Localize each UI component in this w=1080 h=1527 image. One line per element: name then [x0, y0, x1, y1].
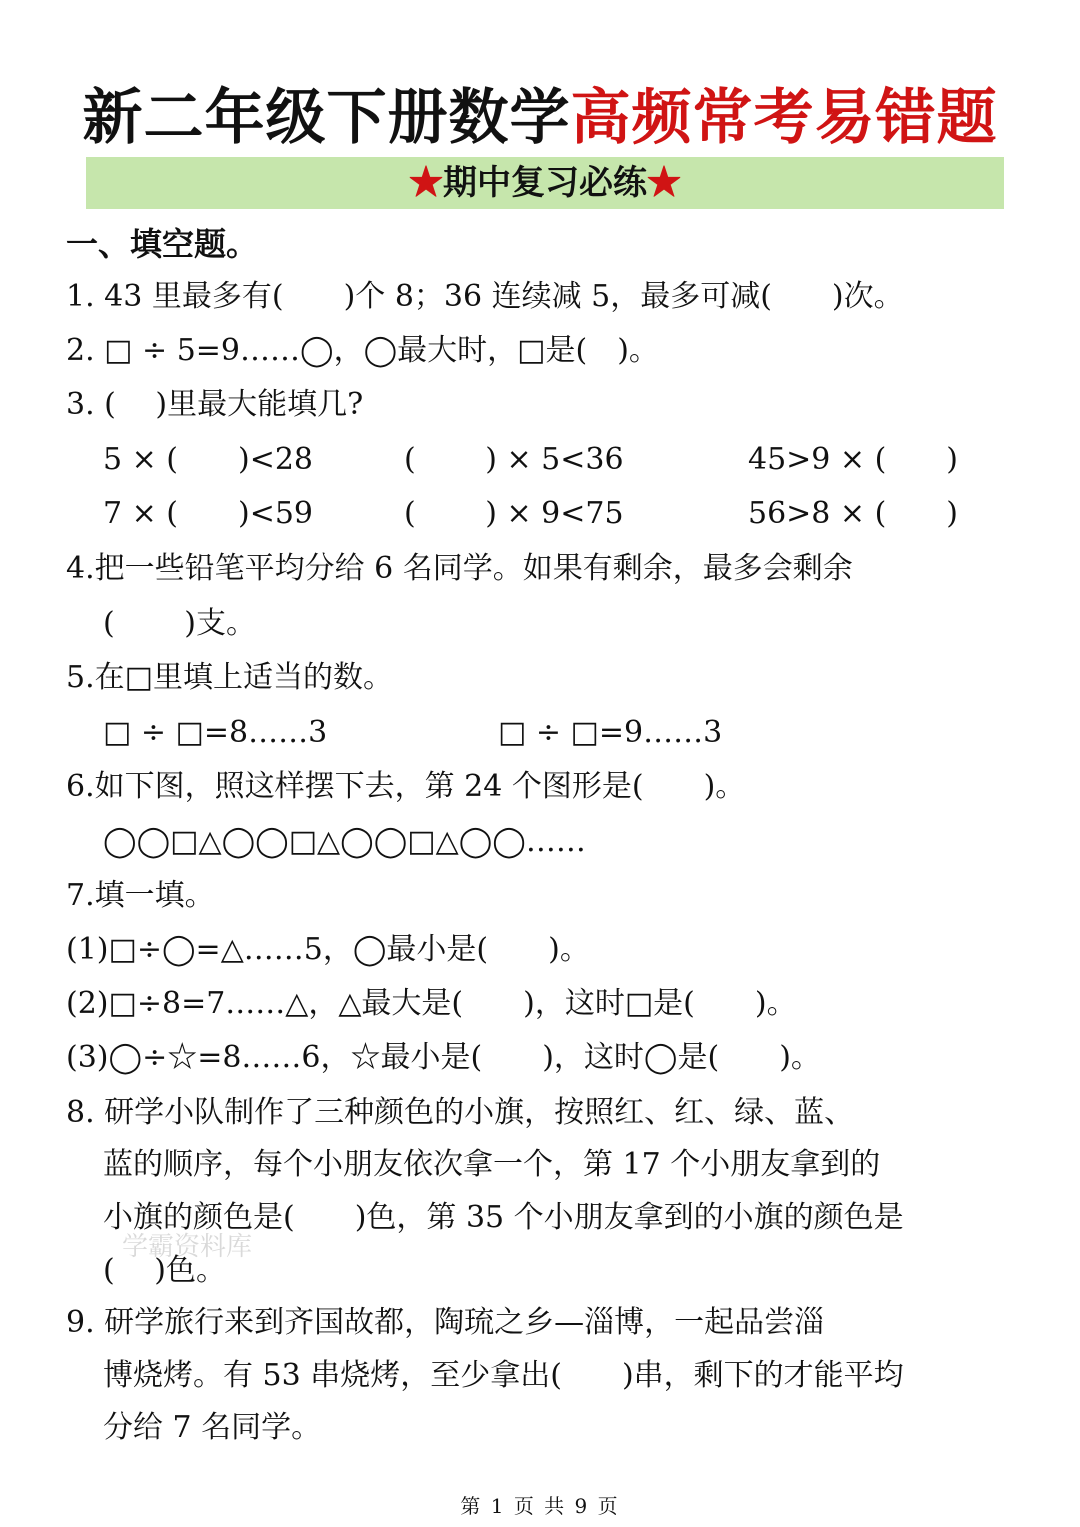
question-3-row1-a: 5 × ( )<28 — [103, 442, 314, 477]
section-heading: 一、填空题。 — [66, 225, 259, 263]
question-3-row2-c: 56>8 × ( ) — [748, 496, 959, 531]
question-9-line-3: 分给 7 名同学。 — [103, 1410, 322, 1445]
question-5-a: □ ÷ □=8……3 — [103, 715, 328, 750]
star-icon-right: ★ — [647, 163, 681, 203]
question-8-line-3: 小旗的颜色是( )色，第 35 个小朋友拿到的小旗的颜色是 — [103, 1200, 904, 1235]
question-3-title: 3. ( )里最大能填几? — [66, 387, 364, 422]
banner-text: 期中复习必练 — [443, 163, 647, 203]
title-black: 新二年级下册数学 — [82, 83, 571, 153]
question-3-row2-a: 7 × ( )<59 — [103, 496, 314, 531]
question-4-line-1: 4.把一些铅笔平均分给 6 名同学。如果有剩余，最多会剩余 — [66, 551, 853, 586]
question-7-2: (2)□÷8=7……△，△最大是( )，这时□是( )。 — [66, 986, 797, 1021]
subtitle-banner — [86, 157, 1004, 209]
page-title — [0, 70, 1080, 156]
question-5-b: □ ÷ □=9……3 — [498, 715, 723, 750]
question-9-line-1: 9. 研学旅行来到齐国故都，陶琉之乡—淄博，一起品尝淄 — [66, 1305, 825, 1340]
question-3-row2-b: ( ) × 9<75 — [404, 496, 624, 531]
title-red: 高频常考易错题 — [570, 83, 998, 153]
question-5-title: 5.在□里填上适当的数。 — [66, 660, 393, 695]
question-2: 2. □ ÷ 5=9……◯，◯最大时，□是( )。 — [66, 333, 659, 368]
question-8-line-1: 8. 研学小队制作了三种颜色的小旗，按照红、红、绿、蓝、 — [66, 1095, 855, 1130]
watermark: 学霸资料库 — [122, 1232, 253, 1262]
question-3-row1-c: 45>9 × ( ) — [748, 442, 959, 477]
question-8-line-4: ( )色。 — [103, 1253, 226, 1288]
question-8-line-2: 蓝的顺序，每个小朋友依次拿一个，第 17 个小朋友拿到的 — [103, 1147, 881, 1182]
question-7-title: 7.填一填。 — [66, 878, 215, 913]
star-icon-left: ★ — [409, 163, 443, 203]
question-7-3: (3)◯÷☆=8……6，☆最小是( )，这时◯是( )。 — [66, 1040, 821, 1075]
question-9-line-2: 博烧烤。有 53 串烧烤，至少拿出( )串，剩下的才能平均 — [103, 1358, 904, 1393]
page-footer: 第 1 页 共 9 页 — [460, 1494, 620, 1518]
question-1: 1. 43 里最多有( )个 8；36 连续减 5，最多可减( )次。 — [66, 279, 904, 314]
question-4-line-2: ( )支。 — [103, 606, 256, 641]
question-6-pattern: ◯◯□△◯◯□△◯◯□△◯◯…… — [103, 824, 586, 859]
question-3-row1-b: ( ) × 5<36 — [404, 442, 624, 477]
question-7-1: (1)□÷◯=△……5，◯最小是( )。 — [66, 932, 590, 967]
question-6-title: 6.如下图，照这样摆下去，第 24 个图形是( )。 — [66, 769, 746, 804]
